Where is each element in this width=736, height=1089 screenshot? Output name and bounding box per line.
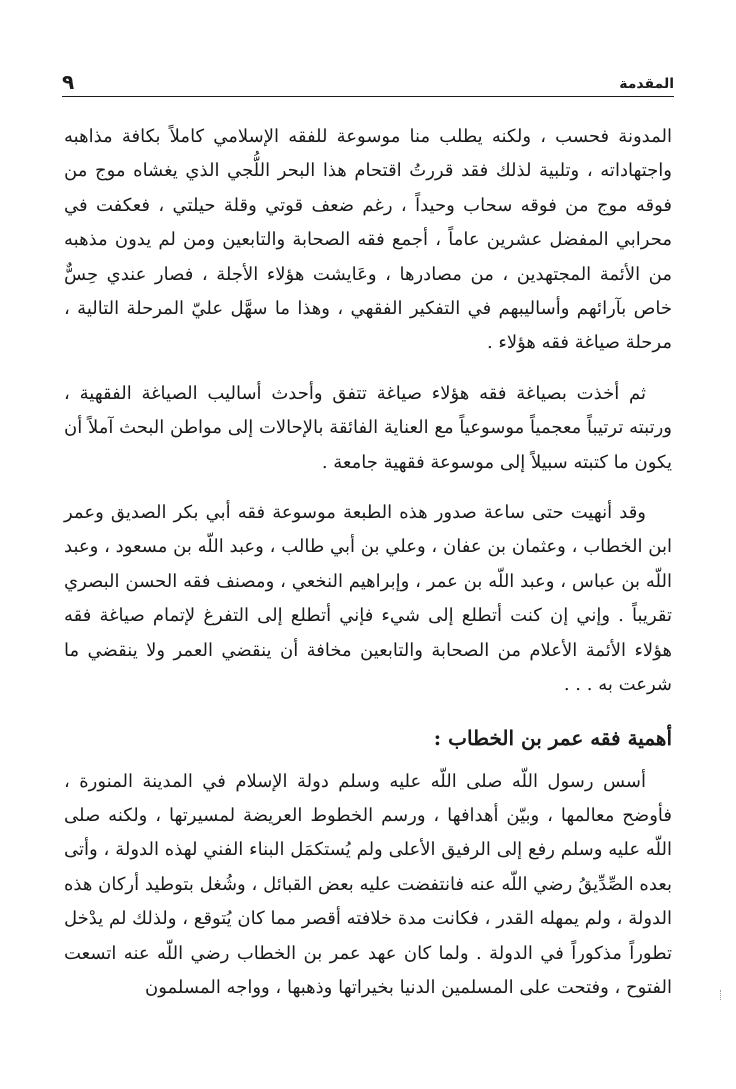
page-number: ٩ — [62, 70, 75, 94]
section-paragraph: أسس رسول اللّه صلى اللّه عليه وسلم دولة الإسلام في المدينة المنورة ، فأوضح معالمها ، وبيّن أهدافها ، ورسم الخطوط العريضة لمسيرتها ، ولكنه صلى اللّه عليه وسلم رفع إلى الرفيق الأعلى ولم يُستكمَل البناء الفني لهذه الدولة ، وأتى بعده الصِّدِّيقُ رضي اللّه عنه فانتفضت عليه بعض القبائل ، وشُغل بتوطيد أركان هذه الدولة ، ولم يمهله القدر ، فكانت مدة خلافته أقصر مما كان يُتوقع ، ولذلك لم يدْخل تطوراً مذكوراً في الدولة . ولما كان عهد عمر بن الخطاب رضي اللّه عنه اتسعت الفتوح ، وفتحت على المسلمين الدنيا بخيراتها وذهبها ، وواجه المسلمون — [64, 770, 672, 998]
page-header — [62, 64, 674, 97]
paragraph-3: وقد أنهيت حتى ساعة صدور هذه الطبعة موسوعة فقه أبي بكر الصديق وعمر ابن الخطاب ، وعثمان بن عفان ، وعلي بن أبي طالب ، وعبد اللّه بن مسعود ، وعبد اللّه بن عباس ، وعبد اللّه بن عمر ، وإبراهيم النخعي ، ومصنف فقه الحسن البصري تقريباً . وإني إن كنت أتطلع إلى شيء فإني أتطلع إلى التفرغ لإتمام صياغة فقه هؤلاء الأئمة الأعلام من الصحابة والتابعين مخافة أن ينقضي العمر ولا ينقضي ما شرعت به . . . — [64, 502, 672, 696]
paragraph-2: ثم أخذت بصياغة فقه هؤلاء صياغة تتفق وأحدث أساليب الصياغة الفقهية ، ورتبته ترتيباً معجمياً موسوعياً مع العناية الفائقة بالإحالات إلى مواطن البحث آملاً أن يكون ما كتبته سبيلاً إلى موسوعة فقهية جامعة . — [64, 382, 672, 473]
page-body — [64, 120, 672, 1005]
running-title: المقدمة — [619, 76, 674, 92]
paragraph-1: المدونة فحسب ، ولكنه يطلب منا موسوعة للفقه الإسلامي كاملاً بكافة مذاهبه واجتهاداته ، وتلبية لذلك فقد قررتُ اقتحام هذا البحر اللُّجي الذي يغشاه موج من فوقه موج من فوقه سحاب وحيداً ، رغم ضعف قوتي وقلة حيلتي ، فعكفت في محرابي المفضل عشرين عاماً ، أجمع فقه الصحابة والتابعين ومن لم يدون مذهبه من الأئمة المجتهدين ، من مصادرها ، وعَايشت هؤلاء الأجلة ، فصار عندي حِسٌّ خاص بآرائهم وأساليبهم في التفكير الفقهي ، وهذا ما سهَّل عليّ المرحلة التالية ، مرحلة صياغة فقه هؤلاء . — [64, 126, 672, 354]
margin-speck — [720, 990, 724, 1000]
section-heading: أهمية فقه عمر بن الخطاب : — [433, 725, 672, 750]
